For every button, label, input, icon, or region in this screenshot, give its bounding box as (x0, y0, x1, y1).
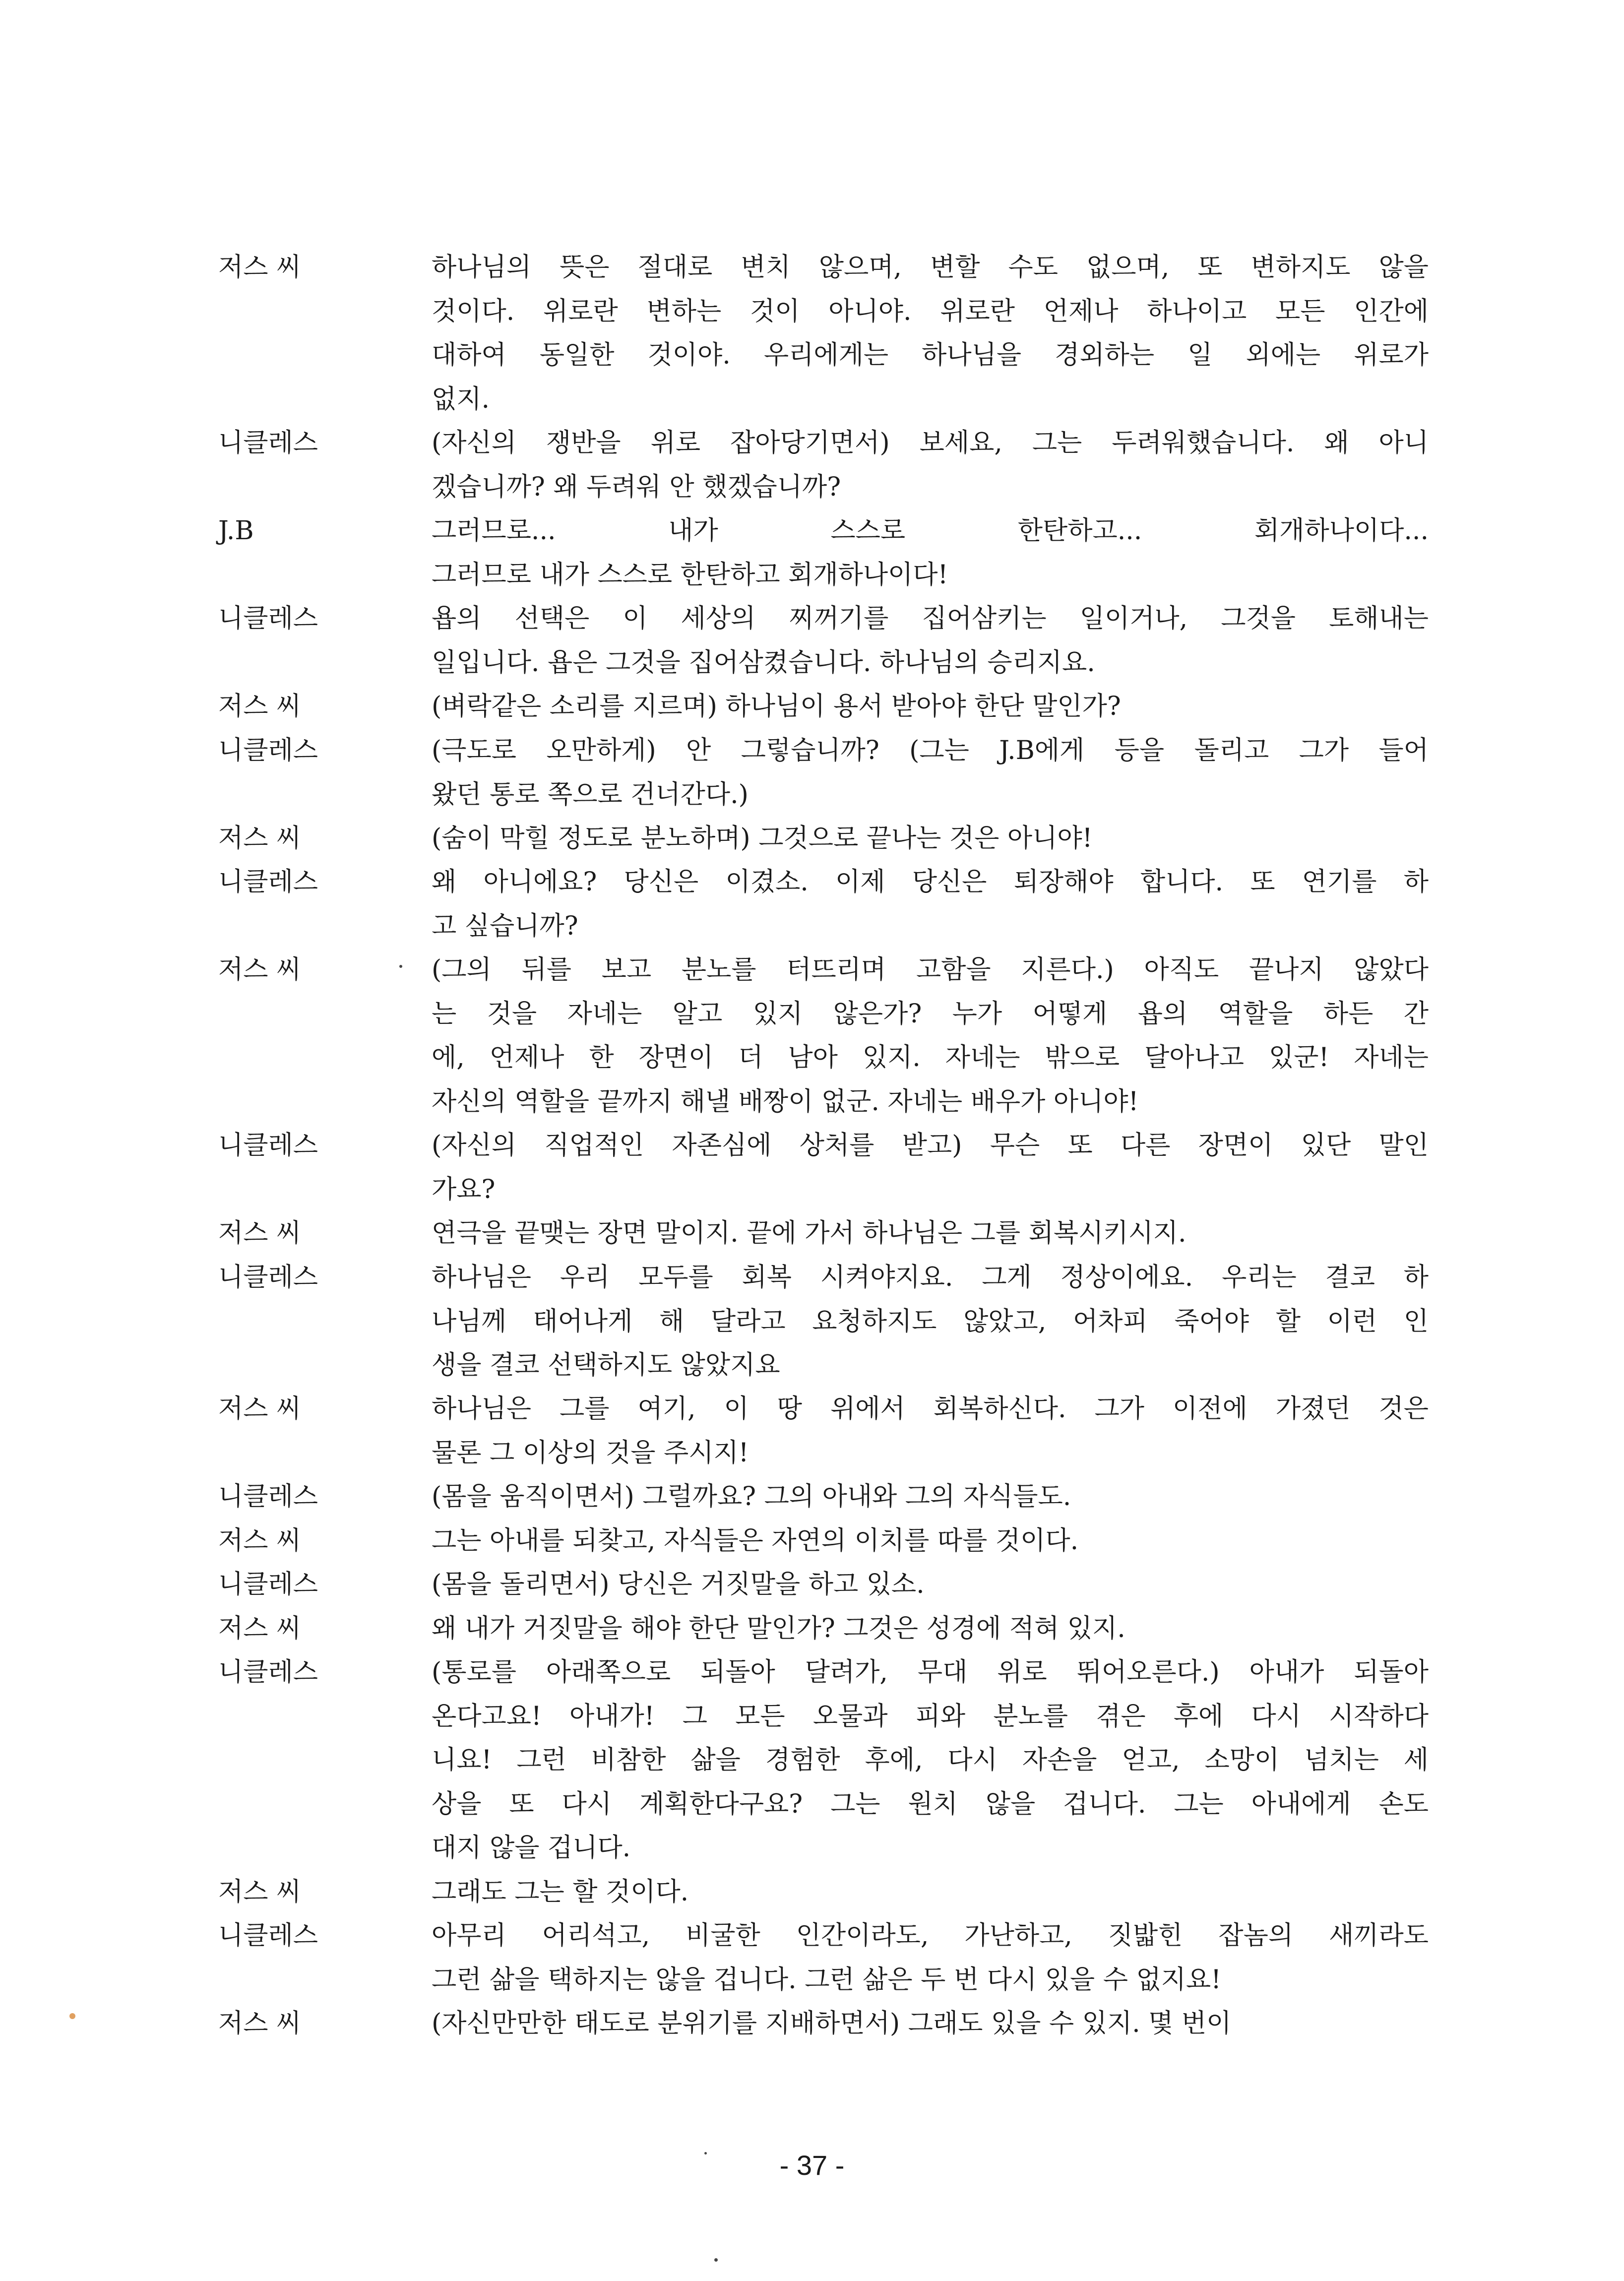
dialogue-line: 대지 않을 겁니다. (432, 1833, 631, 1863)
speaker-name: 니클레스 (218, 1921, 318, 1951)
speaker-name: 니클레스 (218, 1482, 318, 1512)
dialogue-line: 그는 아내를 되찾고, 자식들은 자연의 이치를 따를 것이다. (432, 1526, 1079, 1556)
dialogue-line: 하나님의 뜻은 절대로 변치 않으며, 변할 수도 없으며, 또 변하지도 않을 (432, 253, 1429, 282)
dialogue-line: (그의 뒤를 보고 분노를 터뜨리며 고함을 지른다.) 아직도 끝나지 않았다 (432, 955, 1429, 985)
dialogue-line: 고 싶습니까? (432, 911, 578, 941)
speaker-name: 저스 씨 (218, 1526, 302, 1556)
speaker-name: 저스 씨 (218, 253, 302, 282)
dialogue-line: 자신의 역할을 끝까지 해낼 배짱이 없군. 자네는 배우가 아니야! (432, 1087, 1139, 1117)
speaker-name: 저스 씨 (218, 2009, 302, 2038)
dialogue-line: 니요! 그런 비참한 삶을 경험한 후에, 다시 자손을 얻고, 소망이 넘치는 세 (432, 1745, 1429, 1775)
dialogue-line: (몸을 돌리면서) 당신은 거짓말을 하고 있소. (432, 1570, 925, 1599)
page-number: - 37 - (779, 2150, 845, 2181)
speaker-name: 저스 씨 (218, 1394, 302, 1424)
speaker-name: 저스 씨 (218, 955, 302, 985)
speaker-name: 니클레스 (218, 736, 318, 765)
speaker-name: 니클레스 (218, 1657, 318, 1687)
dialogue-line: 하나님은 우리 모두를 회복 시켜야지요. 그게 정상이에요. 우리는 결코 하 (432, 1263, 1429, 1292)
dialogue-line: (통로를 아래쪽으로 되돌아 달려가, 무대 위로 뛰어오른다.) 아내가 되돌아 (432, 1657, 1429, 1687)
scan-speck (704, 2152, 707, 2154)
speaker-name: 니클레스 (218, 604, 318, 634)
dialogue-line: (벼락같은 소리를 지르며) 하나님이 용서 받아야 한단 말인가? (432, 692, 1121, 721)
speaker-name: 저스 씨 (218, 1218, 302, 1248)
dialogue-line: 그래도 그는 할 것이다. (432, 1877, 689, 1907)
dialogue-line: (몸을 움직이면서) 그럴까요? 그의 아내와 그의 자식들도. (432, 1482, 1071, 1512)
dialogue-line: 겠습니까? 왜 두려워 안 했겠습니까? (432, 472, 841, 502)
dialogue-line: 아무리 어리석고, 비굴한 인간이라도, 가난하고, 짓밟힌 잡놈의 새끼라도 (432, 1921, 1429, 1951)
dialogue-line: 그런 삶을 택하지는 않을 겁니다. 그런 삶은 두 번 다시 있을 수 없지요! (432, 1965, 1222, 1995)
dialogue-line: 왜 아니에요? 당신은 이겼소. 이제 당신은 퇴장해야 합니다. 또 연기를 하 (432, 867, 1429, 897)
speaker-name: 저스 씨 (218, 692, 302, 721)
dialogue-line: 는 것을 자네는 알고 있지 않은가? 누가 어떻게 욥의 역할을 하든 간 (432, 999, 1429, 1029)
speaker-name: J.B (218, 516, 254, 546)
speaker-name: 니클레스 (218, 1570, 318, 1599)
speaker-name: 저스 씨 (218, 824, 302, 853)
speaker-name: 니클레스 (218, 1131, 318, 1160)
speaker-name: 니클레스 (218, 428, 318, 458)
scan-speck (714, 2258, 718, 2262)
dialogue-line: 연극을 끝맺는 장면 말이지. 끝에 가서 하나님은 그를 회복시키시지. (432, 1218, 1187, 1248)
dialogue-line: 일입니다. 욥은 그것을 집어삼켰습니다. 하나님의 승리지요. (432, 648, 1095, 678)
dialogue-line: 온다고요! 아내가! 그 모든 오물과 피와 분노를 겪은 후에 다시 시작하다 (432, 1702, 1429, 1731)
dialogue-line: 왔던 통로 쪽으로 건너간다.) (432, 780, 749, 810)
dialogue-line: (자신의 직업적인 자존심에 상처를 받고) 무슨 또 다른 장면이 있단 말인 (432, 1131, 1429, 1160)
dialogue-line: 왜 내가 거짓말을 해야 한단 말인가? 그것은 성경에 적혀 있지. (432, 1614, 1125, 1644)
dialogue-line: 그러므로... 내가 스스로 한탄하고... 회개하나이다... (432, 516, 1429, 546)
dialogue-line: 그러므로 내가 스스로 한탄하고 회개하나이다! (432, 560, 948, 590)
dialogue-line: 가요? (432, 1175, 496, 1204)
scan-speck (69, 2013, 75, 2019)
dialogue-line: 대하여 동일한 것이야. 우리에게는 하나님을 경외하는 일 외에는 위로가 (432, 340, 1429, 370)
dialogue-line: 없지. (432, 384, 490, 414)
dialogue-line: (극도로 오만하게) 안 그렇습니까? (그는 J.B에게 등을 돌리고 그가 들어 (432, 736, 1429, 765)
dialogue-line: 것이다. 위로란 변하는 것이 아니야. 위로란 언제나 하나이고 모든 인간에 (432, 297, 1429, 326)
dialogue-line: 나님께 태어나게 해 달라고 요청하지도 않았고, 어차피 죽어야 할 이런 인 (432, 1307, 1429, 1336)
scan-speck (399, 965, 402, 968)
dialogue-line: (자신의 쟁반을 위로 잡아당기면서) 보세요, 그는 두려워했습니다. 왜 아니 (432, 428, 1429, 458)
dialogue-line: (자신만만한 태도로 분위기를 지배하면서) 그래도 있을 수 있지. 몇 번이 (432, 2009, 1232, 2038)
dialogue-line: 하나님은 그를 여기, 이 땅 위에서 회복하신다. 그가 이전에 가졌던 것은 (432, 1394, 1429, 1424)
speaker-name: 저스 씨 (218, 1614, 302, 1644)
dialogue-line: 욥의 선택은 이 세상의 찌꺼기를 집어삼키는 일이거나, 그것을 토해내는 (432, 604, 1429, 634)
dialogue-line: 생을 결코 선택하지도 않았지요 (432, 1350, 780, 1380)
speaker-name: 저스 씨 (218, 1877, 302, 1907)
dialogue-line: (숨이 막힐 정도로 분노하며) 그것으로 끝나는 것은 아니야! (432, 824, 1093, 853)
dialogue-line: 상을 또 다시 계획한다구요? 그는 원치 않을 겁니다. 그는 아내에게 손도 (432, 1789, 1429, 1819)
speaker-name: 니클레스 (218, 867, 318, 897)
dialogue-line: 에, 언제나 한 장면이 더 남아 있지. 자네는 밖으로 달아나고 있군! 자네는 (432, 1043, 1429, 1073)
dialogue-line: 물론 그 이상의 것을 주시지! (432, 1438, 749, 1468)
speaker-name: 니클레스 (218, 1263, 318, 1292)
